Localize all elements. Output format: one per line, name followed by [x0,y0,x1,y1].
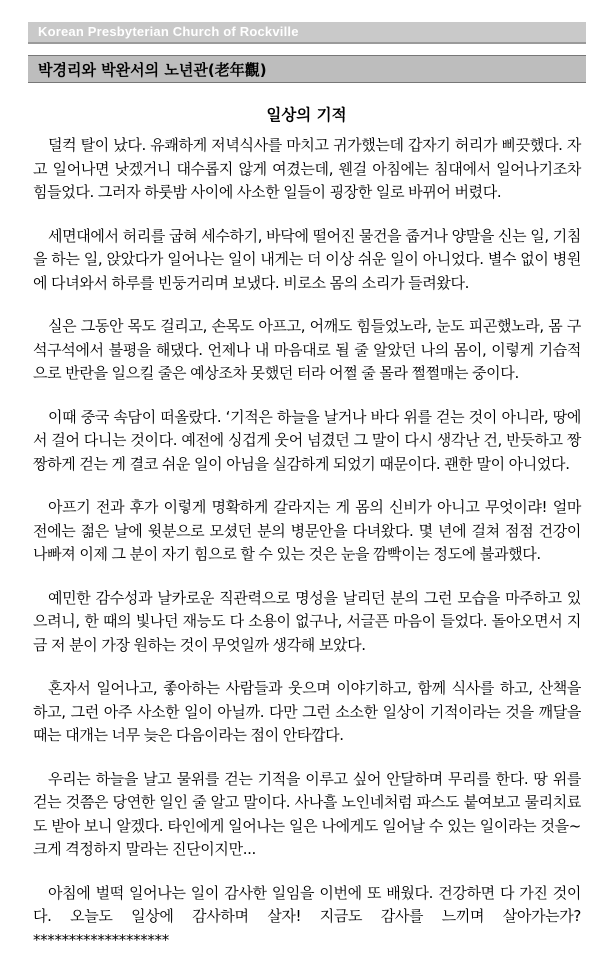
paragraph: 아침에 벌떡 일어나는 일이 감사한 일임을 이번에 또 배웠다. 건강하면 다 가진 것이다. 오늘도 일상에 감사하며 살자! 지금도 감사를 느끼며 살아가는가? ******************* [33,883,581,949]
paragraph: 실은 그동안 목도 걸리고, 손목도 아프고, 어깨도 힘들었노라, 눈도 피곤했노라, 몸 구석구석에서 불평을 해댔다. 언제나 내 마음대로 될 줄 알았던 나의 몸이, 이렇게 기습적으로 반란을 일으킬 줄은 예상조차 못했던 터라 어쩔 줄 몰라 쩔쩔매는 중이다. [33,317,581,382]
paragraph: 아프기 전과 후가 이렇게 명확하게 갈라지는 게 몸의 신비가 아니고 무엇이랴! 얼마 전에는 젊은 날에 윗분으로 모셨던 분의 병문안을 다녀왔다. 몇 년에 걸쳐 점점 건강이 나빠져 이제 그 분이 자기 힘으로 할 수 있는 것은 눈을 깜빡이는 정도에 불과했다. [33,498,581,563]
paragraph: 우리는 하늘을 날고 물위를 걷는 기적을 이루고 싶어 안달하며 무리를 한다. 땅 위를 걷는 것쯤은 당연한 일인 줄 알고 말이다. 사나흘 노인네처럼 파스도 붙여보고 물리치료도 받아 보니 알겠다. 타인에게 일어나는 일은 나에게도 일어날 수 있는 일이라는 것을~ 크게 격정하지 말라는 진단이지만... [33,769,581,858]
column-title: 박경리와 박완서의 노년관(老年觀) [38,61,267,79]
article-title: 일상의 기적 [266,106,347,124]
article-body [33,134,581,972]
paragraph: 세면대에서 허리를 굽혀 세수하기, 바닥에 떨어진 물건을 줍거나 양말을 신는 일, 기침을 하는 일, 앉았다가 일어나는 일이 내게는 더 이상 쉬운 일이 아니었다. 별수 없이 병원에 다녀와서 하루를 빈둥거리며 보냈다. 비로소 몸의 소리가 들려왔다. [33,226,581,292]
paragraph: 예민한 감수성과 날카로운 직관력으로 명성을 날리던 분의 그런 모습을 마주하고 있으려니, 한 때의 빛나던 재능도 다 소용이 없구나, 서글픈 마음이 들었다. 돌아오면서 지금 저 분이 가장 원하는 것이 무엇일까 생각해 보았다. [33,588,581,654]
column-title-bar [28,55,586,83]
paragraph: 혼자서 일어나고, 좋아하는 사람들과 웃으며 이야기하고, 함께 식사를 하고, 산책을 하고, 그런 아주 사소한 일이 아닐까. 다만 그런 소소한 일상이 기적이라는 것을 깨달을 때는 대개는 너무 늦은 다음이라는 점이 안타깝다. [33,679,581,744]
paragraph: 덜컥 탈이 났다. 유쾌하게 저녁식사를 마치고 귀가했는데 갑자기 허리가 삐끗했다. 자고 일어나면 낫겠거니 대수롭지 않게 여겼는데, 웬걸 아침에는 침대에서 일어나기조차 힘들었다. 그러자 하룻밤 사이에 사소한 일들이 굉장한 일로 바뀌어 버렸다. [33,136,581,201]
paragraph: 이때 중국 속담이 떠올랐다. ‘기적은 하늘을 날거나 바다 위를 걷는 것이 아니라, 땅에서 걸어 다니는 것이다. 예전에 싱겁게 웃어 넘겼던 그 말이 다시 생각난 건, 반듯하고 짱짱하게 걷는 게 결코 쉬운 일이 아님을 실감하게 되었기 때문이다. 괜한 말이 아니었다. [33,407,581,473]
church-header-bar [28,22,586,44]
church-name: Korean Presbyterian Church of Rockville [38,24,299,39]
